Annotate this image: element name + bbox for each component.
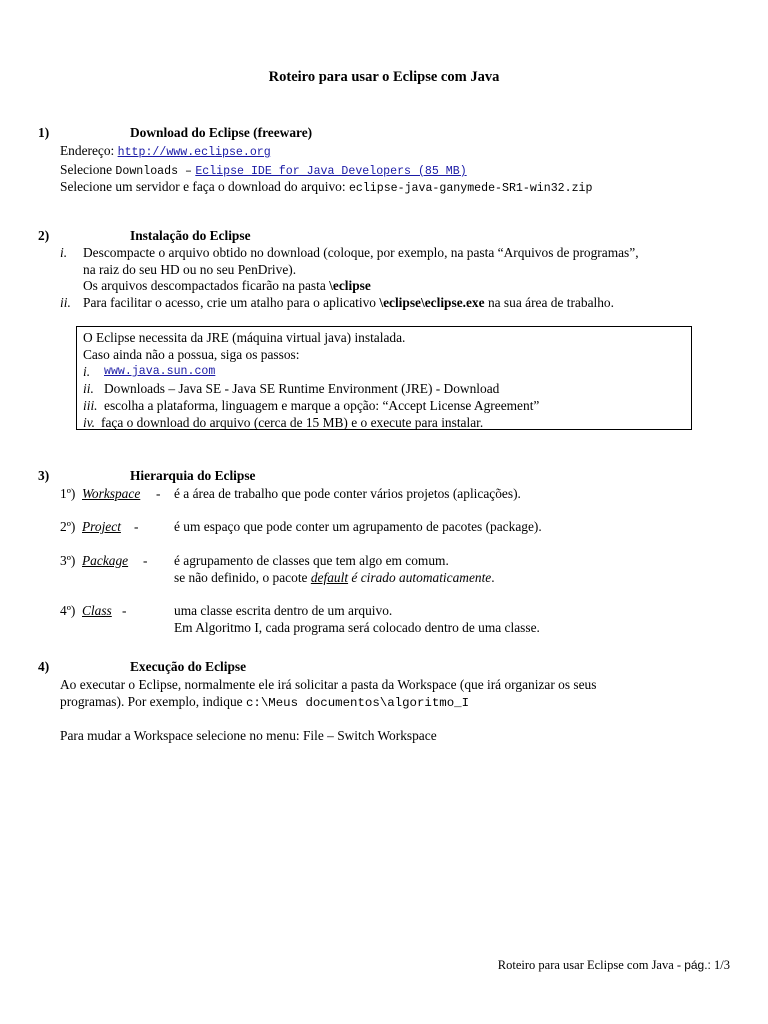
server-download-line — [60, 179, 592, 197]
step-i-marker: i. — [60, 245, 68, 260]
jre-step-ii-marker: ii. — [83, 381, 94, 396]
jre-step-ii-text: Downloads – Java SE - Java SE Runtime Environment (JRE) - Download — [104, 381, 500, 396]
hierarchy-3-ord: 3º) — [60, 553, 76, 568]
select-label: Selecione — [60, 162, 113, 177]
eclipse-exe-path: \eclipse\eclipse.exe — [379, 295, 485, 310]
jre-step-i-marker: i. — [83, 364, 91, 379]
hierarchy-1-dash: - — [156, 486, 161, 501]
hierarchy-4-dash: - — [122, 603, 127, 618]
shortcut-text-end: na sua área de trabalho. — [487, 295, 614, 310]
step-i-line-3 — [83, 278, 371, 294]
default-keyword: default — [310, 570, 349, 585]
step-ii-marker: ii. — [60, 295, 71, 310]
hierarchy-3-desc: é agrupamento de classes que tem algo em comum. — [174, 553, 449, 568]
hierarchy-1-desc: é a área de trabalho que pode conter vários projetos (aplicações). — [174, 486, 521, 501]
switch-workspace-line: Para mudar a Workspace selecione no menu: File – Switch Workspace — [60, 728, 437, 743]
section-3-number: 3) — [38, 468, 50, 483]
workspace-line-2 — [60, 694, 469, 711]
eclipse-site-link[interactable]: http://www.eclipse.org — [117, 146, 271, 159]
java-sun-link[interactable]: www.java.sun.com — [104, 365, 216, 378]
section-1-heading: Download do Eclipse (freeware) — [130, 125, 313, 140]
hierarchy-4-desc: uma classe escrita dentro de um arquivo. — [174, 603, 393, 618]
jre-step-iii-text: escolha a plataforma, linguagem e marque a opção: “Accept License Agreement” — [104, 398, 540, 413]
hierarchy-2-desc: é um espaço que pode conter um agrupamento de pacotes (package). — [174, 519, 542, 534]
section-2-number: 2) — [38, 228, 50, 243]
hierarchy-4-ord: 4º) — [60, 603, 76, 618]
default-package-text-end: é cirado automaticamente — [351, 570, 492, 585]
download-filename: eclipse-java-ganymede-SR1-win32.zip — [348, 182, 593, 195]
jre-step-iii-marker: iii. — [83, 398, 98, 413]
step-i-line-1: Descompacte o arquivo obtido no download (coloque, por exemplo, na pasta “Arquivos de programas”, — [83, 245, 639, 260]
unzip-folder-text: Os arquivos descompactados ficarão na pasta — [83, 278, 326, 293]
step-ii-line — [83, 295, 614, 311]
hierarchy-3-dash: - — [143, 553, 148, 568]
page-footer — [498, 957, 730, 973]
select-download-line — [60, 162, 467, 180]
hierarchy-4-line-2: Em Algoritmo I, cada programa será colocado dentro de uma classe. — [174, 620, 540, 635]
section-2-heading: Instalação do Eclipse — [130, 228, 251, 243]
shortcut-text: Para facilitar o acesso, crie um atalho para o aplicativo — [83, 295, 376, 310]
step-i-line-2: na raiz do seu HD ou no seu PenDrive). — [83, 262, 297, 277]
jre-step-iv-marker: iv. — [83, 415, 96, 430]
hierarchy-1-ord: 1º) — [60, 486, 76, 501]
hierarchy-4-term: Class — [82, 603, 112, 618]
default-package-text: se não definido, o pacote — [174, 570, 308, 585]
address-label: Endereço: — [60, 143, 115, 158]
address-line — [60, 143, 271, 161]
workspace-line-1: Ao executar o Eclipse, normalmente ele irá solicitar a pasta da Workspace (que irá organizar os seus — [60, 677, 597, 692]
hierarchy-1-term: Workspace — [82, 486, 141, 501]
hierarchy-2-ord: 2º) — [60, 519, 76, 534]
section-1-number: 1) — [38, 125, 50, 140]
section-4-heading: Execução do Eclipse — [130, 659, 247, 674]
hierarchy-2-dash: - — [134, 519, 139, 534]
footer-text: Roteiro para usar Eclipse com Java - — [497, 958, 682, 972]
workspace-example-text: programas). Por exemplo, indique — [60, 694, 243, 709]
section-4-number: 4) — [38, 659, 50, 674]
eclipse-ide-java-link[interactable]: Eclipse IDE for Java Developers (85 MB) — [195, 165, 467, 178]
hierarchy-2-term: Project — [82, 519, 121, 534]
eclipse-folder-path: \eclipse — [329, 278, 371, 293]
jre-box-line-1: O Eclipse necessita da JRE (máquina virtual java) instalada. — [83, 330, 406, 345]
document-title: Roteiro para usar o Eclipse com Java — [268, 69, 500, 85]
hierarchy-3-term: Package — [82, 553, 129, 568]
default-package-period: . — [491, 570, 495, 585]
page-label: pág.: — [684, 958, 711, 972]
jre-step-iv-text: faça o download do arquivo (cerca de 15 MB) e o execute para instalar. — [101, 415, 484, 430]
workspace-path: c:\Meus documentos\algoritmo_I — [245, 696, 470, 710]
hierarchy-3-line-2 — [174, 570, 495, 586]
server-download-text: Selecione um servidor e faça o download do arquivo: — [60, 179, 346, 194]
jre-box-line-2: Caso ainda não a possua, siga os passos: — [83, 347, 300, 362]
page-number: 1/3 — [714, 958, 730, 972]
section-3-heading: Hierarquia do Eclipse — [130, 468, 256, 483]
downloads-menu-text: Downloads – — [115, 165, 192, 178]
